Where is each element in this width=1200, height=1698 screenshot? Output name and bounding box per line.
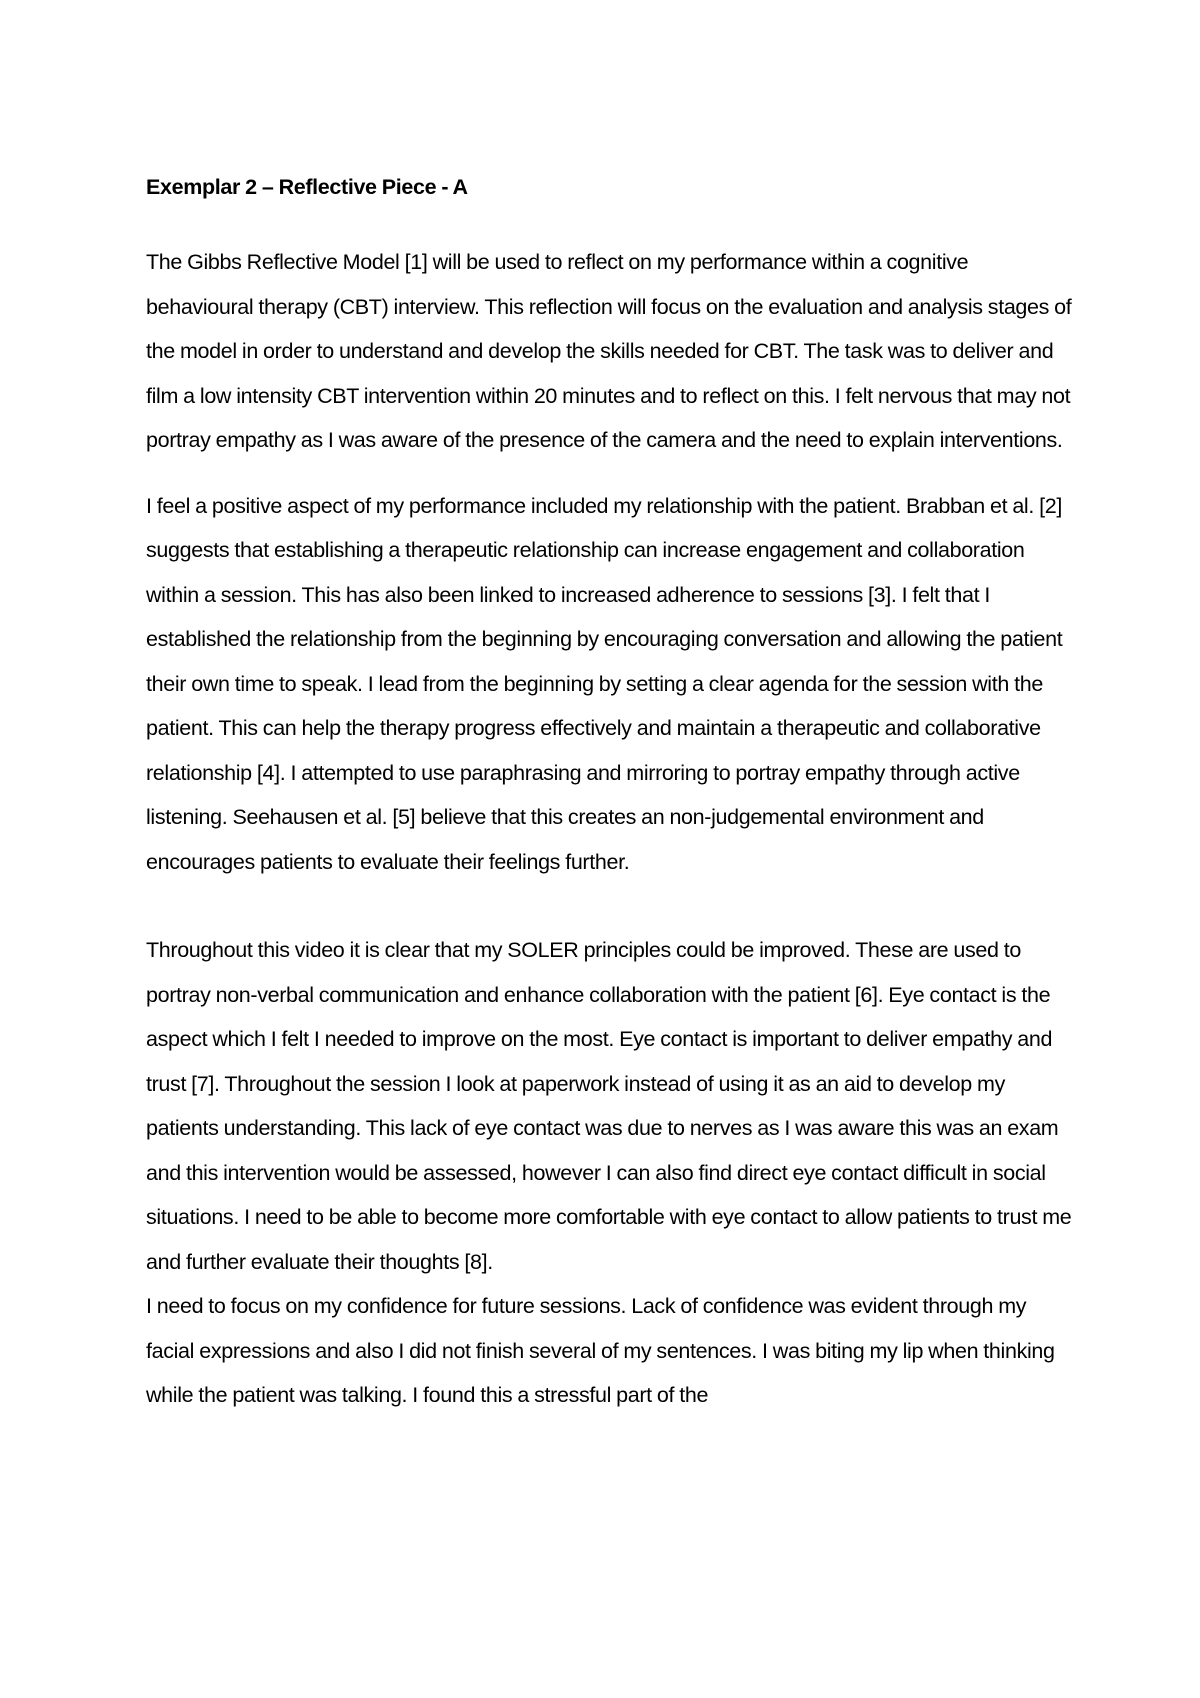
paragraph-soler-principles: Throughout this video it is clear that my SOLER principles could be improved. These are used to portray non-verbal communication and enhance collaboration with the patient [6]. Eye contact is the aspect which I felt I needed to improve on the most. Eye contact is important to deliver empathy and trust [7]. Throughout the session I look at paperwork instead of using it as an aid to develop my patients understanding. This lack of eye contact was due to nerves as I was aware this was an exam and this intervention would be assessed, however I can also find direct eye contact difficult in social situations. I need to be able to become more comfortable with eye contact to allow patients to trust me and further evaluate their thoughts [8].: [146, 938, 1072, 1274]
paragraph-confidence: I need to focus on my confidence for future sessions. Lack of confidence was evident through my facial expressions and also I did not finish several of my sentences. I was biting my lip when thinking while the patient was talking. I found this a stressful part of the: [146, 1294, 1055, 1407]
document-body: [146, 172, 1076, 1418]
document-title: Exemplar 2 – Reflective Piece - A: [146, 175, 468, 199]
paragraph-relationship: I feel a positive aspect of my performance included my relationship with the patient. Brabban et al. [2] suggests that establishing a therapeutic relationship can increase engagement and collaboration within a session. This has also been linked to increased adherence to sessions [3]. I felt that I established the relationship from the beginning by encouraging conversation and allowing the patient their own time to speak. I lead from the beginning by setting a clear agenda for the session with the patient. This can help the therapy progress effectively and maintain a therapeutic and collaborative relationship [4]. I attempted to use paraphrasing and mirroring to portray empathy through active listening. Seehausen et al. [5] believe that this creates an non-judgemental environment and encourages patients to evaluate their feelings further.: [146, 493, 1063, 874]
paragraph-introduction: The Gibbs Reflective Model [1] will be used to reflect on my performance within a cognitive behavioural therapy (CBT) interview. This reflection will focus on the evaluation and analysis stages of the model in order to understand and develop the skills needed for CBT. The task was to deliver and film a low intensity CBT intervention within 20 minutes and to reflect on this. I felt nervous that may not portray empathy as I was aware of the presence of the camera and the need to explain interventions.: [146, 250, 1072, 452]
